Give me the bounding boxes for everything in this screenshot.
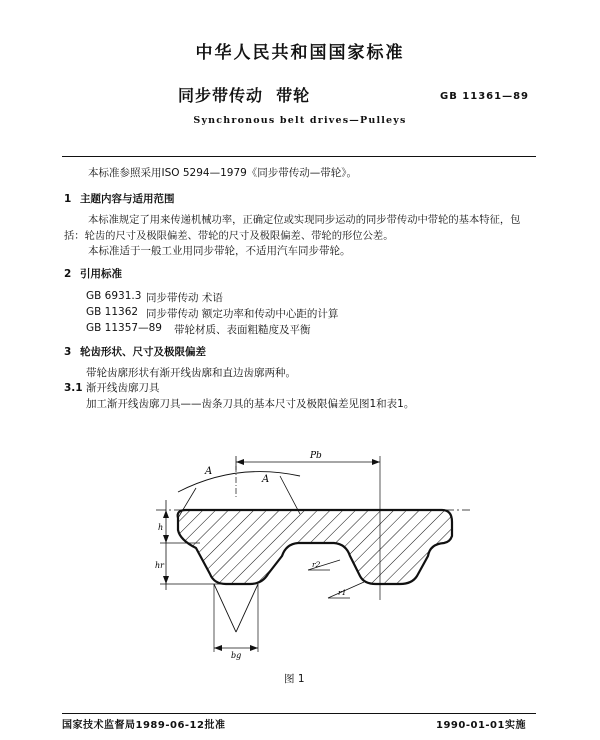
header-rule <box>62 156 536 157</box>
r1-label: r1 <box>338 588 347 597</box>
reference-code: GB 11362 <box>86 306 139 318</box>
figure-1-drawing <box>0 430 600 670</box>
section-1-para2: 本标准适于一般工业用同步带轮，不适用汽车同步带轮。 <box>88 245 351 257</box>
document-title-en: Synchronous belt drives—Pulleys <box>193 115 407 126</box>
section-1-number: 1 <box>64 193 72 205</box>
reference-title: 同步带传动 额定功率和传动中心距的计算 <box>146 308 339 320</box>
section-3-1-number: 3.1 <box>64 382 83 394</box>
reference-code: GB 6931.3 <box>86 290 142 302</box>
bg-label: bg <box>231 651 242 660</box>
reference-code: GB 11357—89 <box>86 322 162 334</box>
section-2-heading: 引用标准 <box>80 268 122 280</box>
reference-title: 同步带传动 术语 <box>146 292 223 304</box>
height-h-label: h <box>158 523 164 532</box>
document-title-cn: 同步带传动 带轮 <box>178 86 311 105</box>
angle-a-right-label: A <box>262 474 270 485</box>
section-1-para1-line1: 本标准规定了用来传递机械功率，正确定位或实现同步运动的同步带传动中带轮的基本特征，包 <box>88 214 521 226</box>
section-3-number: 3 <box>64 346 72 358</box>
section-3-1-para: 加工渐开线齿廓刀具——齿条刀具的基本尺寸及极限偏差见图1和表1。 <box>86 398 415 410</box>
standard-number: GB 11361—89 <box>440 91 530 102</box>
section-3-para: 带轮齿廓形状有渐开线齿廓和直边齿廓两种。 <box>86 367 296 379</box>
section-1-para1-line2: 括：轮齿的尺寸及极限偏差、带轮的尺寸及极限偏差、带轮的形位公差。 <box>64 230 394 242</box>
implementation-date: 1990-01-01实施 <box>436 720 526 731</box>
figure-caption: 图 1 <box>284 673 305 685</box>
section-3-heading: 轮齿形状、尺寸及极限偏差 <box>80 346 206 358</box>
approval-text: 国家技术监督局1989-06-12批准 <box>62 720 226 731</box>
pitch-label: Pb <box>310 451 322 461</box>
r2-label: r2 <box>312 560 321 569</box>
reference-title: 带轮材质、表面粗糙度及平衡 <box>174 324 311 336</box>
rack-profile <box>178 510 452 584</box>
org-title: 中华人民共和国国家标准 <box>195 43 405 63</box>
section-1-heading: 主题内容与适用范围 <box>80 193 175 205</box>
angle-arc <box>178 472 300 492</box>
section-3-1-heading: 渐开线齿廓刀具 <box>86 382 160 394</box>
intro-text: 本标准参照采用ISO 5294—1979《同步带传动—带轮》。 <box>88 167 358 179</box>
footer-rule <box>62 713 536 714</box>
section-2-number: 2 <box>64 268 72 280</box>
height-hr-label: hr <box>155 561 164 570</box>
angle-a-left-label: A <box>205 466 213 477</box>
